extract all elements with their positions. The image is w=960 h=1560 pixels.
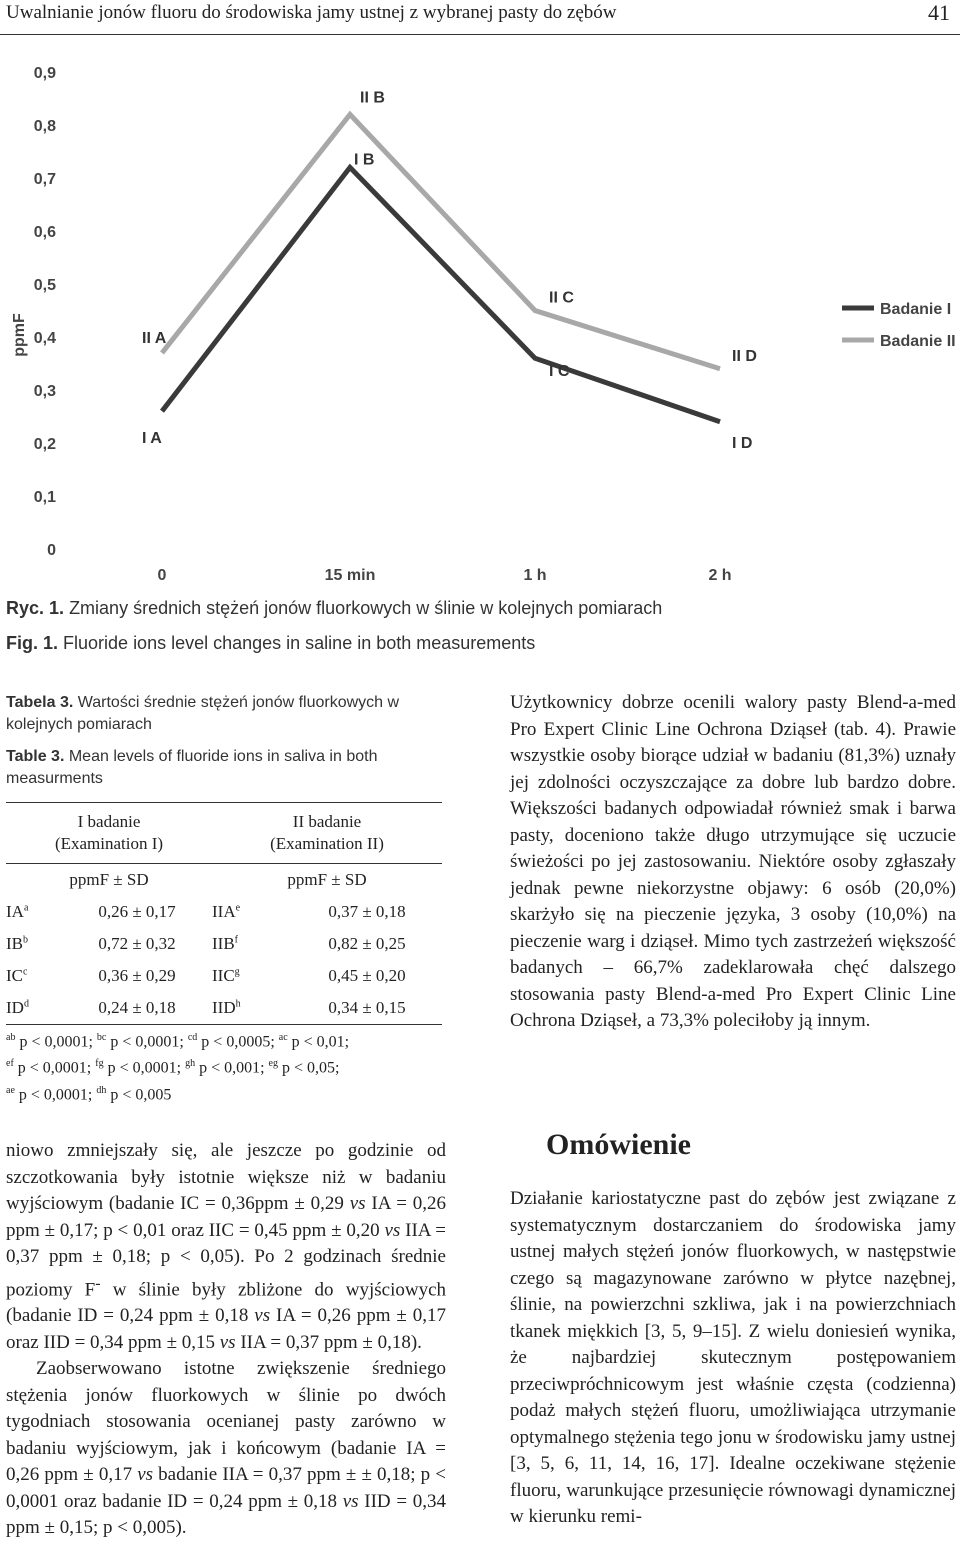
col2-header — [212, 803, 442, 864]
figure-caption-pl — [6, 598, 662, 619]
x-tick-label: 15 min — [324, 567, 376, 584]
row-value-1: 0,24 ± 0,18 — [62, 992, 212, 1025]
table-caption-pl-text: Wartości średnie stężeń jonów fluorkowych w kolejnych pomiarach — [6, 694, 400, 733]
row-label-2: IID$^h$ — [212, 992, 292, 1025]
point-label: I A — [142, 430, 162, 448]
col1-header-sub: (Examination I) — [54, 834, 164, 853]
figure-caption-en — [6, 633, 535, 654]
table-footnotes — [6, 1027, 446, 1106]
row-value-2: 0,34 ± 0,15 — [292, 992, 442, 1025]
table-caption-pl-label: Tabela 3. — [6, 694, 74, 711]
footnote-line: $^{ef}$ p < 0,0001; $^{fg}$ p < 0,0001; $^{gh}$ p < 0,001; $^{eg}$ p < 0,05; — [6, 1058, 340, 1077]
row-value-2: 0,45 ± 0,20 — [328, 966, 406, 985]
right-paragraph — [510, 690, 956, 1035]
table-row — [6, 928, 442, 960]
col1-header — [6, 803, 212, 864]
col1-header-label: I badanie — [77, 812, 141, 831]
table-caption-pl — [6, 692, 426, 736]
right-paragraph-1: Użytkownicy dobrze ocenili walory pasty Blend-a-med Pro Expert Clinic Line Ochrona Dziąseł (tab. 4). Prawie wszystkie osoby biorące udział w badaniu (81,3%) uznały jej zdolności oczyszczające za dobre lub bardzo dobre. Większości badanych odpowiadał również smak i barwa pasty, doceniono także długo utrzymujące się uczucie świeżości po jej zastosowaniu. Niektóre osoby zgłaszały jednak pewne niekorzystne objawy: 6 osób (20,0%) skarżyło się na pieczenie języka, 3 osoby (10,0%) na pieczenie warg i dziąseł. Mimo tych zastrzeżeń większość badanych – 66,7% zadeklarowała chęć dalszego stosowania pasty Blend-a-med Pro Expert Clinic Line Ochrona Dziąseł, a 73,3% poleciłoby ją innym. — [510, 692, 956, 1031]
row-value-1: 0,36 ± 0,29 — [98, 966, 176, 985]
row-label-1: $ID^d$ — [6, 992, 62, 1025]
table-caption-en — [6, 746, 426, 790]
discussion-section — [510, 1128, 956, 1531]
table-row — [6, 992, 442, 1025]
y-tick-label: 0,8 — [33, 118, 56, 135]
left-paragraph-1: niowo zmniejszały się, ale jeszcze po godzinie od szczotkowania były istotnie większe niż w badaniu wyjściowym (badanie IC = 0,36ppm ± 0,29 vs IA = 0,26 ppm ± 0,17; p < 0,01 oraz IIC = 0,45 ppm ± 0,20 vs IIA = 0,37 ppm ± 0,18; p < 0,05). Po 2 godzinach średnie poziomy F- w ślinie były zbliżone do wyjściowych (badanie ID = 0,24 ppm ± 0,18 vs IA = 0,26 ppm ± 0,17 oraz IID = 0,34 ppm ± 0,15 vs IIA = 0,37 ppm ± 0,18). — [6, 1140, 447, 1353]
row-label-2: IIC$^g$ — [212, 966, 240, 985]
table-block — [6, 692, 446, 1106]
col2-header-label: II badanie — [292, 812, 362, 831]
y-tick-label: 0,5 — [33, 277, 56, 294]
legend-label: Badanie II — [880, 333, 956, 350]
row-value-2: 0,37 ± 0,18 — [328, 902, 406, 921]
point-label: I B — [354, 151, 375, 169]
table-caption-en-text: Mean levels of fluoride ions in saliva in both measurments — [6, 748, 378, 787]
figure-caption-en-label: Fig. 1. — [6, 633, 59, 653]
x-tick-label: 0 — [157, 567, 167, 584]
point-label: I C — [549, 363, 570, 381]
running-header — [0, 0, 960, 35]
discussion-heading: Omówienie — [546, 1128, 691, 1161]
figure-chart — [0, 50, 960, 590]
point-label: II C — [549, 289, 574, 307]
row-value-2: 0,82 ± 0,25 — [328, 934, 406, 953]
point-label: II B — [360, 89, 385, 107]
row-value-1: 0,72 ± 0,32 — [98, 934, 176, 953]
figure-caption-pl-text: Zmiany średnich stężeń jonów fluorkowych w ślinie w kolejnych pomiarach — [69, 598, 663, 618]
discussion-paragraph: Działanie kariostatyczne past do zębów jest związane z systematycznym dostarczaniem do środowiska jamy ustnej małych stężeń jonów fluorkowych, w następstwie czego są magazynowane zarówno w płytce nazębnej, ślinie, na powierzchni szkliwa, jak i na powierzchniach tkanek miękkich [3, 5, 9–15]. Z wielu doniesień wynika, że najbardziej skutecznym postępowaniem przeciwpróchnicowym jest właśnie częsta (codzienna) podaż małych stężeń fluoru, umożliwiająca utrzymanie optymalnego stężenia tego jonu w środowisku jamy ustnej [3, 5, 6, 11, 14, 16, 17]. Idealne oczekiwane stężenie fluoru, warunkujące przesunięcie równowagi dynamicznej w kierunku remi- — [510, 1188, 956, 1527]
table-row — [6, 896, 442, 928]
x-tick-label: 1 h — [523, 567, 547, 584]
figure-caption-pl-label: Ryc. 1. — [6, 598, 65, 618]
row-value-1: 0,26 ± 0,17 — [98, 902, 176, 921]
discussion-body — [510, 1186, 956, 1531]
row-label-2: IIB$^f$ — [212, 934, 239, 953]
figure-caption-en-text: Fluoride ions level changes in saline in both measurements — [63, 633, 536, 653]
left-paragraph-2: Zaobserwowano istotne zwiększenie średniego stężenia jonów fluorkowych w ślinie po dwóch tygodniach stosowania ocenianej pasty zarówno w badaniu wyjściowym, jak i końcowym (badanie IA = 0,26 ppm ± 0,17 vs badanie IIA = 0,37 ppm ± ± 0,18; p < 0,0001 oraz badanie ID = 0,24 ppm ± 0,18 vs IID = 0,34 ppm ± 0,15; p < 0,005). — [6, 1358, 447, 1539]
point-label: II D — [732, 347, 757, 365]
table-row — [6, 960, 442, 992]
row-label-2: IIA$^e$ — [212, 902, 241, 921]
footnote-line: $^{ab}$ p < 0,0001; $^{bc}$ p < 0,0001; $^{cd}$ p < 0,0005; $^{ac}$ p < 0,01; — [6, 1032, 350, 1051]
legend-label: Badanie I — [880, 301, 952, 318]
y-tick-label: 0,9 — [33, 65, 56, 82]
row-label-1: $IC^c$ — [6, 966, 28, 985]
col1-unit: ppmF ± SD — [6, 864, 212, 897]
y-tick-label: 0,7 — [33, 171, 56, 188]
running-title: Uwalnianie jonów fluoru do środowiska jamy ustnej z wybranej pasty do zębów — [6, 2, 617, 23]
col2-unit: ppmF ± SD — [212, 864, 442, 897]
row-label-1: $IA^a$ — [6, 902, 29, 921]
table-header-row — [6, 803, 442, 864]
row-label-1: $IB^b$ — [6, 934, 28, 953]
y-tick-label: 0,2 — [33, 436, 56, 453]
point-label: I D — [732, 434, 753, 452]
point-label: II A — [142, 329, 167, 347]
col2-header-sub: (Examination II) — [270, 834, 384, 853]
y-tick-label: 0,4 — [33, 330, 56, 347]
left-body-text — [6, 1138, 446, 1542]
page-number: 41 — [928, 0, 950, 25]
fluoride-table — [6, 802, 442, 1025]
y-tick-label: 0,1 — [33, 489, 56, 506]
table-unit-row — [6, 864, 442, 897]
y-tick-label: 0 — [47, 542, 56, 559]
y-tick-label: 0,3 — [33, 383, 56, 400]
y-axis-label: ppmF — [11, 313, 28, 357]
series-line-1 — [162, 167, 720, 421]
line-chart — [0, 50, 960, 590]
table-caption-en-label: Table 3. — [6, 748, 65, 765]
y-tick-label: 0,6 — [33, 224, 56, 241]
x-tick-label: 2 h — [708, 567, 732, 584]
footnote-line: $^{ae}$ p < 0,0001; $^{dh}$ p < 0,005 — [6, 1084, 172, 1103]
series-line-2 — [162, 114, 720, 368]
table-body — [6, 896, 442, 1025]
